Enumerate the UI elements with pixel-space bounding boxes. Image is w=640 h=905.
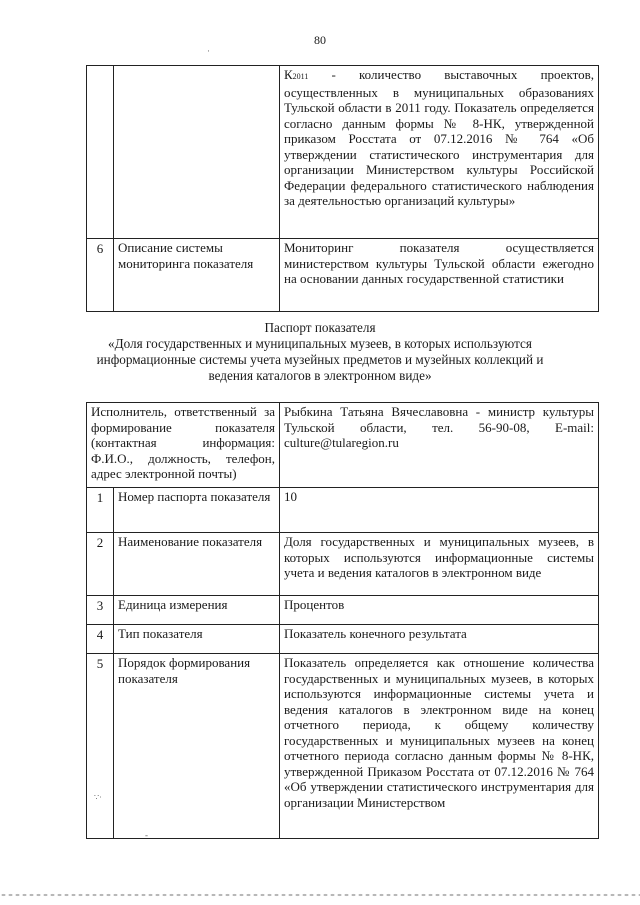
row-number: 5 xyxy=(87,654,114,839)
row-value: Показатель определяется как отношение количества государственных и муниципальных музеев, в которых используются информационные системы учета и ведения каталогов в электронном виде на конец отчетного периода, к общему количеству государственных и муниципальных музеев на конец отчетного периода согласно данным формы № 8-НК, утвержденной Приказом Росстата от 07.12.2016 № 764 «Об утверждении статистического инструментария для организации Министерством xyxy=(280,654,599,839)
row-value: Процентов xyxy=(280,596,599,625)
scan-speck: - xyxy=(145,830,148,840)
k-subscript: 2011 xyxy=(292,72,309,81)
table-cell xyxy=(114,66,280,239)
k-symbol: К xyxy=(284,67,293,82)
table-row xyxy=(87,66,599,239)
row-number: 4 xyxy=(87,625,114,654)
row-value: Показатель конечного результата xyxy=(280,625,599,654)
table-row xyxy=(87,533,599,596)
row-number: 2 xyxy=(87,533,114,596)
row-label: Описание системы мониторинга показателя xyxy=(114,239,280,312)
passport-title: Паспорт показателя xyxy=(264,320,376,335)
row-label: Единица измерения xyxy=(114,596,280,625)
row-number: 6 xyxy=(87,239,114,312)
passport-heading xyxy=(0,320,640,384)
table-row xyxy=(87,488,599,533)
row-value: Доля государственных и муниципальных музеев, в которых используются информационные системы учета и ведения каталогов в электронном виде xyxy=(280,533,599,596)
scan-speck: · xyxy=(207,46,210,56)
row-label: Порядок формирования показателя xyxy=(114,654,280,839)
passport-table xyxy=(86,402,599,839)
page-number: 80 xyxy=(314,33,326,47)
table-row xyxy=(87,239,599,312)
table-row xyxy=(87,596,599,625)
row-number: 3 xyxy=(87,596,114,625)
scan-edge-dots xyxy=(0,893,640,897)
row-label: Тип показателя xyxy=(114,625,280,654)
passport-subtitle: «Доля государственных и муниципальных музеев, в которых используются информационные системы учета музейных предметов и музейных коллекций и ведения каталогов в электронном виде» xyxy=(96,336,544,383)
row-label: Номер паспорта показателя xyxy=(114,488,280,533)
row-value: Мониторинг показателя осуществляется министерством культуры Тульской области ежегодно на основании данных государственной статистики xyxy=(280,239,599,312)
k2011-definition xyxy=(280,66,599,239)
k-description: - количество выставочных проектов, осуществленных в муниципальных образованиях Тульской области в 2011 году. Показатель определяется согласно данным формы № 8-НК, утвержденной приказом Росстата от 07.12.2016 № 764 «Об утверждении статистического инструментария для организации Министерством культуры Российской Федерации федерального статистического наблюдения за деятельностью организаций культуры» xyxy=(284,67,594,208)
row-label: Наименование показателя xyxy=(114,533,280,596)
indicator-table-continued xyxy=(86,65,599,312)
table-cell xyxy=(87,66,114,239)
table-row xyxy=(87,403,599,488)
row-number: 1 xyxy=(87,488,114,533)
executor-value: Рыбкина Татьяна Вячеславовна - министр культуры Тульской области, тел. 56-90-08, E-mail: culture@tularegion.ru xyxy=(280,403,599,488)
table-row xyxy=(87,625,599,654)
table-row xyxy=(87,654,599,839)
row-value: 10 xyxy=(280,488,599,533)
scan-speck: ∵· xyxy=(94,793,102,802)
executor-label: Исполнитель, ответственный за формирование показателя (контактная информация: Ф.И.О., должность, телефон, адрес электронной почты) xyxy=(87,403,280,488)
